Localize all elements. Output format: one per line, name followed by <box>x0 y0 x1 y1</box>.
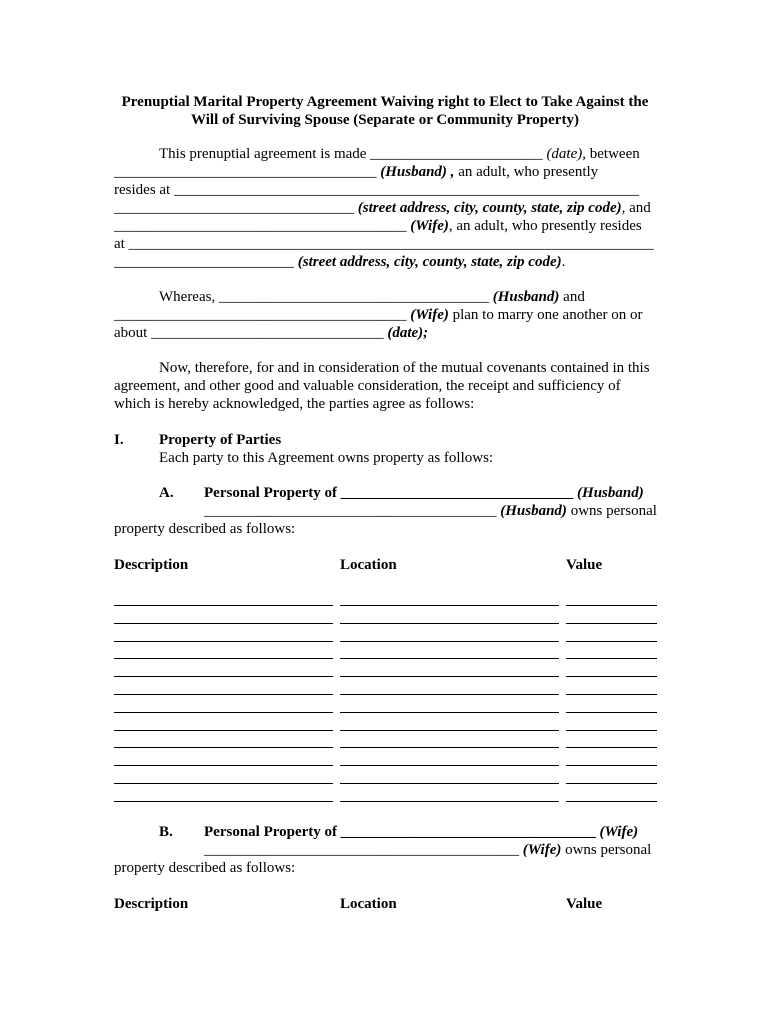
sub-a-line-3: property described as follows: <box>114 521 296 537</box>
sub-b-line-3: property described as follows: <box>114 860 296 876</box>
description-blank-line[interactable] <box>114 623 333 624</box>
table-b-header-location: Location <box>340 896 397 912</box>
intro-line-6: at ______________________________________________________________________ <box>114 236 654 252</box>
description-blank-line[interactable] <box>114 801 333 802</box>
document-title <box>90 93 680 129</box>
location-blank-line[interactable] <box>340 694 559 695</box>
location-blank-line[interactable] <box>340 676 559 677</box>
value-blank-line[interactable] <box>566 605 657 606</box>
description-blank-line[interactable] <box>114 783 333 784</box>
now-therefore-line-1: Now, therefore, for and in consideration of the mutual covenants contained in this <box>159 360 650 376</box>
sub-b-line-2: __________________________________________ (Wife) owns personal <box>204 842 652 858</box>
now-therefore-line-3: which is hereby acknowledged, the parties agree as follows: <box>114 396 475 412</box>
table-a-header-location: Location <box>340 557 397 573</box>
value-blank-line[interactable] <box>566 641 657 642</box>
description-blank-line[interactable] <box>114 747 333 748</box>
intro-line-5: _______________________________________ (Wife), an adult, who presently resides <box>114 218 642 234</box>
title-line-1: Prenuptial Marital Property Agreement Waiving right to Elect to Take Against the <box>121 94 649 110</box>
value-blank-line[interactable] <box>566 747 657 748</box>
location-blank-line[interactable] <box>340 730 559 731</box>
location-blank-line[interactable] <box>340 658 559 659</box>
description-blank-line[interactable] <box>114 730 333 731</box>
description-blank-line[interactable] <box>114 765 333 766</box>
value-blank-line[interactable] <box>566 730 657 731</box>
sub-a-line-2: _______________________________________ (Husband) owns personal <box>204 503 657 519</box>
sub-b-line-1: Personal Property of __________________________________ (Wife) <box>204 824 639 840</box>
description-blank-line[interactable] <box>114 712 333 713</box>
intro-line-2: ___________________________________ (Husband) , an adult, who presently <box>114 164 599 180</box>
title-line-2: Will of Surviving Spouse (Separate or Community Property) <box>191 112 579 128</box>
location-blank-line[interactable] <box>340 712 559 713</box>
description-blank-line[interactable] <box>114 658 333 659</box>
intro-line-4: ________________________________ (street address, city, county, state, zip code), and <box>114 200 651 216</box>
value-blank-line[interactable] <box>566 623 657 624</box>
location-blank-line[interactable] <box>340 801 559 802</box>
sub-a-letter: A. <box>159 485 174 501</box>
description-blank-line[interactable] <box>114 605 333 606</box>
intro-line-7: ________________________ (street address, city, county, state, zip code). <box>114 254 566 270</box>
sub-b-letter: B. <box>159 824 173 840</box>
location-blank-line[interactable] <box>340 765 559 766</box>
sub-a-line-1: Personal Property of _______________________________ (Husband) <box>204 485 644 501</box>
section-text: Each party to this Agreement owns property as follows: <box>159 450 494 466</box>
value-blank-line[interactable] <box>566 801 657 802</box>
section-number: I. <box>114 432 124 448</box>
table-b-header-description: Description <box>114 896 189 912</box>
intro-line-1: This prenuptial agreement is made _______________________ (date), between <box>159 146 640 162</box>
table-b-header-value: Value <box>566 896 603 912</box>
section-heading: Property of Parties <box>159 432 282 448</box>
description-blank-line[interactable] <box>114 694 333 695</box>
location-blank-line[interactable] <box>340 747 559 748</box>
intro-line-3: resides at ______________________________________________________________ <box>114 182 639 198</box>
description-blank-line[interactable] <box>114 641 333 642</box>
value-blank-line[interactable] <box>566 658 657 659</box>
whereas-line-2: _______________________________________ (Wife) plan to marry one another on or <box>114 307 643 323</box>
table-a-header-value: Value <box>566 557 603 573</box>
value-blank-line[interactable] <box>566 765 657 766</box>
location-blank-line[interactable] <box>340 783 559 784</box>
value-blank-line[interactable] <box>566 712 657 713</box>
whereas-line-1: Whereas, ____________________________________ (Husband) and <box>159 289 585 305</box>
whereas-line-3: about _______________________________ (date); <box>114 325 429 341</box>
table-a-header-description: Description <box>114 557 189 573</box>
value-blank-line[interactable] <box>566 783 657 784</box>
description-blank-line[interactable] <box>114 676 333 677</box>
now-therefore-line-2: agreement, and other good and valuable consideration, the receipt and sufficiency of <box>114 378 621 394</box>
value-blank-line[interactable] <box>566 676 657 677</box>
value-blank-line[interactable] <box>566 694 657 695</box>
location-blank-line[interactable] <box>340 605 559 606</box>
location-blank-line[interactable] <box>340 623 559 624</box>
location-blank-line[interactable] <box>340 641 559 642</box>
